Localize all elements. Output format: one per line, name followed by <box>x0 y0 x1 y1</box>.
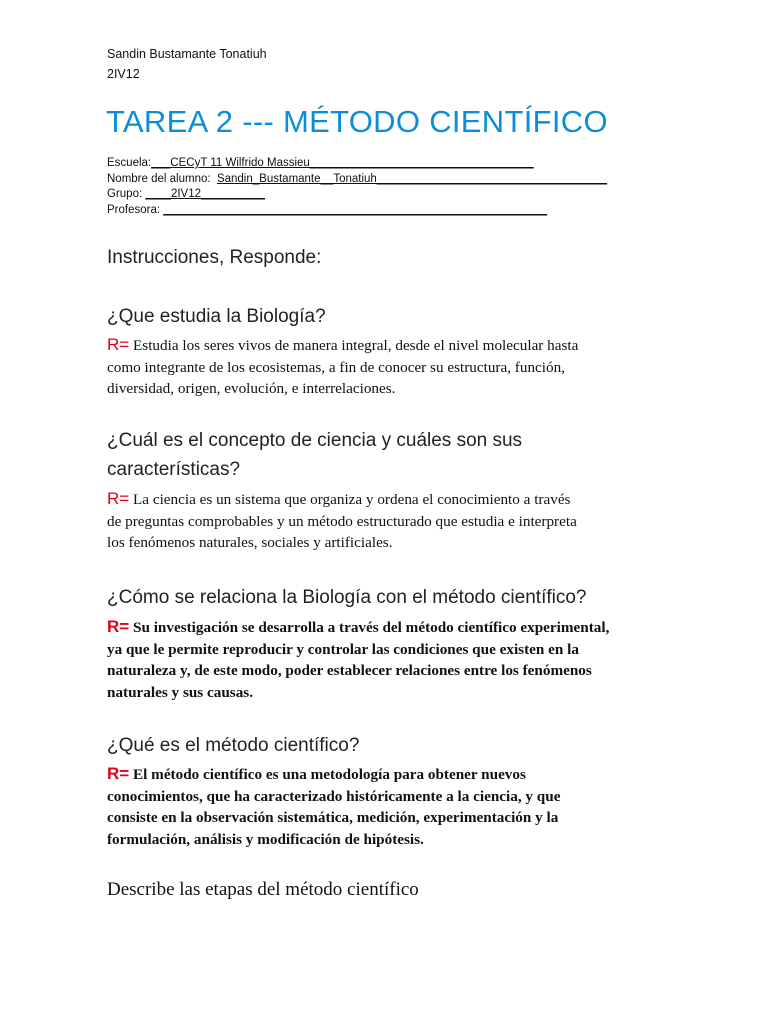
question-line: ¿Qué es el método científico? <box>107 735 360 756</box>
teacher-row <box>107 203 607 219</box>
group-label: Grupo: <box>107 188 143 200</box>
answer-line: formulación, análisis y modificación de hipótesis. <box>107 830 424 848</box>
group-value: ____2IV12__________ <box>145 188 265 200</box>
question-line: ¿Cuál es el concepto de ciencia y cuáles son sus <box>107 430 523 451</box>
question-4 <box>107 731 667 760</box>
student-value: Sandin_Bustamante__Tonatiuh____________________________________ <box>216 172 608 185</box>
group-row <box>107 187 607 203</box>
teacher-label: Profesora: <box>107 203 161 216</box>
answer-line: consiste en la observación sistemática, medición, experimentación y la <box>107 809 559 826</box>
student-label: Nombre del alumno: <box>107 172 211 185</box>
answer-line: R= El método científico es una metodología para obtener nuevos <box>107 764 526 783</box>
answer-4 <box>107 763 667 850</box>
answer-marker: R= <box>107 764 130 783</box>
answer-marker: R= <box>107 617 130 636</box>
answer-3 <box>107 616 667 703</box>
final-prompt: Describe las etapas del método científico <box>107 879 419 900</box>
school-label: Escuela: <box>107 157 152 169</box>
answer-line: R= La ciencia es un sistema que organiza y ordena el conocimiento a través <box>107 489 571 508</box>
instructions-heading: Instrucciones, Responde: <box>107 247 322 268</box>
answer-line: conocimientos, que ha caracterizado históricamente a la ciencia, y que <box>107 787 561 805</box>
question-1 <box>107 302 667 331</box>
author-name: Sandin Bustamante Tonatiuh <box>107 47 267 61</box>
answer-marker: R= <box>107 489 130 508</box>
answer-line: naturaleza y, de este modo, poder establecer relaciones entre los fenómenos <box>107 662 592 679</box>
question-3 <box>107 583 667 612</box>
answer-line: ya que le permite reproducir y controlar las condiciones que existen en la <box>107 640 579 658</box>
answer-line: naturales y sus causas. <box>107 683 253 701</box>
student-row <box>107 172 607 188</box>
answer-line: R= Su investigación se desarrolla a través del método científico experimental, <box>107 617 610 636</box>
answer-line: los fenómenos naturales, sociales y artificiales. <box>107 534 393 551</box>
author-block <box>107 44 267 84</box>
answer-2 <box>107 488 667 554</box>
question-line: ¿Cómo se relaciona la Biología con el método científico? <box>107 587 587 608</box>
school-row <box>107 156 607 172</box>
school-value: ___CECyT 11 Wilfrido Massieu___________________________________ <box>151 157 534 169</box>
question-2 <box>107 426 667 484</box>
group-code: 2IV12 <box>107 67 140 81</box>
answer-line: de preguntas comprobables y un método estructurado que estudia e interpreta <box>107 512 577 530</box>
answer-line: diversidad, origen, evolución, e interrelaciones. <box>107 380 396 397</box>
answer-marker: R= <box>107 335 130 354</box>
question-line: características? <box>107 459 241 480</box>
answer-line: como integrante de los ecosistemas, a fin de conocer su estructura, función, <box>107 358 565 376</box>
answer-line: R= Estudia los seres vivos de manera integral, desde el nivel molecular hasta <box>107 335 579 354</box>
answer-1 <box>107 334 667 400</box>
document-title: TAREA 2 --- MÉTODO CIENTÍFICO <box>106 104 608 139</box>
teacher-value: ____________________________________________________________ <box>163 203 548 216</box>
info-form <box>107 156 607 218</box>
question-line: ¿Que estudia la Biología? <box>107 306 326 327</box>
